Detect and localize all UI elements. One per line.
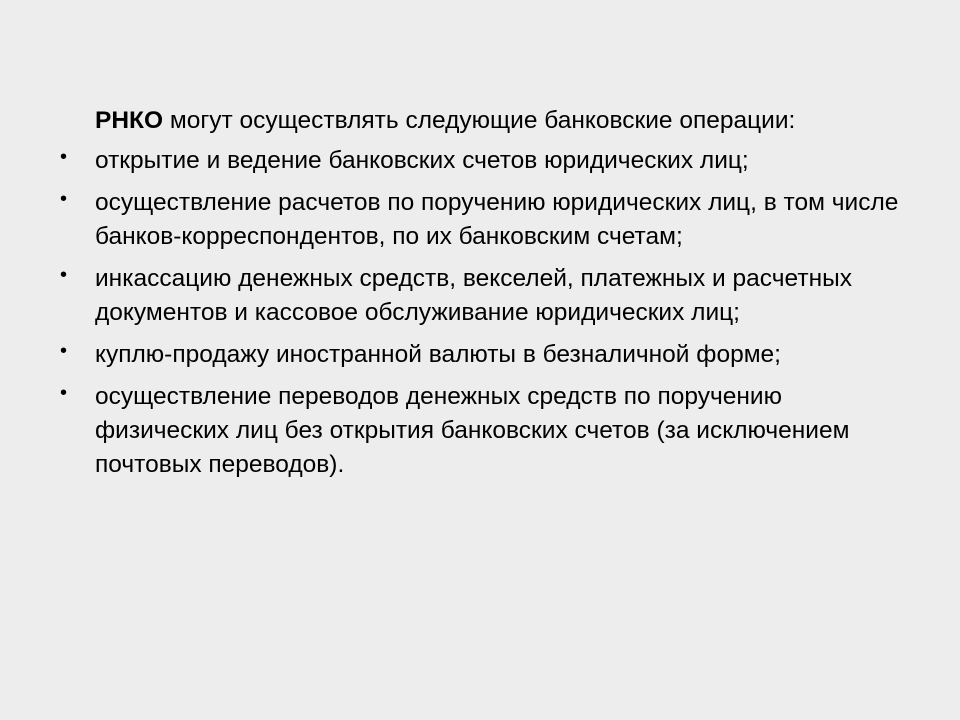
slide-content [60, 104, 900, 490]
list-item [60, 186, 900, 254]
list-item [60, 338, 900, 372]
list-item-text: открытие и ведение банковских счетов юридических лиц; [95, 147, 749, 174]
operations-list [60, 144, 900, 482]
bullet-icon: • [60, 146, 68, 168]
list-item [60, 144, 900, 178]
intro-text: могут осуществлять следующие банковские операции: [163, 107, 796, 134]
list-item-text: инкассацию денежных средств, векселей, платежных и расчетных документов и кассовое обслуживание юридических лиц; [95, 265, 852, 326]
list-item-text: осуществление переводов денежных средств по поручению физических лиц без открытия банковских счетов (за исключением почтовых переводов). [95, 383, 850, 478]
bullet-icon: • [60, 188, 68, 210]
intro-paragraph [95, 104, 900, 138]
bullet-icon: • [60, 264, 68, 286]
list-item-text: осуществление расчетов по поручению юридических лиц, в том числе банков-корреспондентов, по их банковским счетам; [95, 189, 899, 250]
bullet-icon: • [60, 382, 68, 404]
list-item [60, 262, 900, 330]
list-item [60, 380, 900, 482]
intro-lead-term: РНКО [95, 107, 164, 134]
list-item-text: куплю-продажу иностранной валюты в безналичной форме; [95, 341, 781, 368]
bullet-icon: • [60, 340, 68, 362]
